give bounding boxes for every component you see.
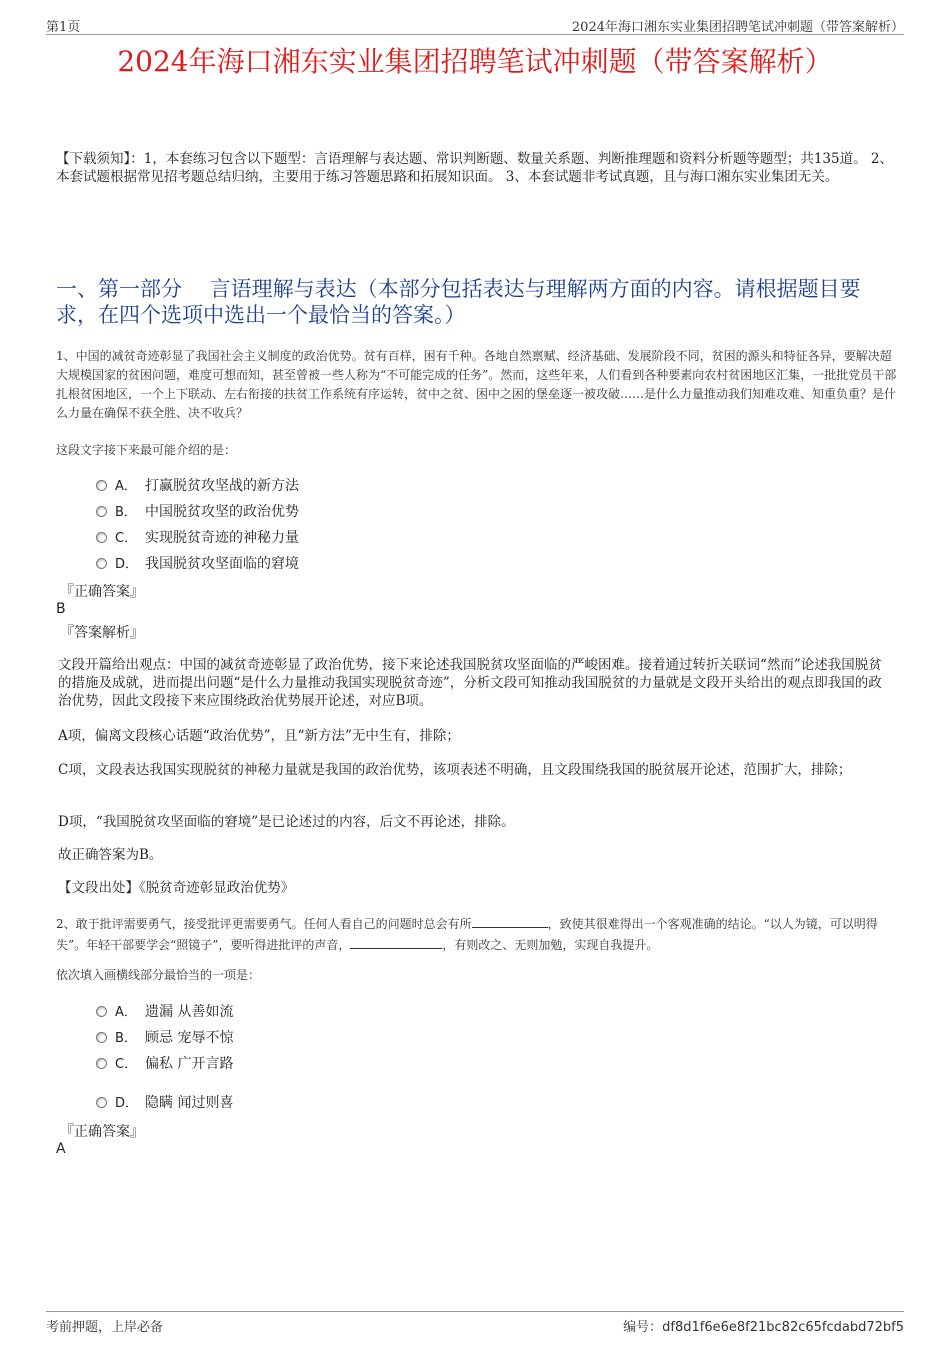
q1-options [96, 473, 299, 577]
q1-analysis-a: A项，偏离文段核心话题“政治优势”，且“新方法”无中生有，排除； [58, 728, 460, 744]
radio-icon[interactable] [96, 558, 107, 569]
q2-option-d[interactable]: D． 隐瞒 闻过则喜 [96, 1090, 233, 1116]
q2-blank-2 [350, 934, 442, 949]
q2-option-c[interactable]: C． 偏私 广开言路 [96, 1051, 233, 1077]
q2-prompt: 依次填入画横线部分最恰当的一项是： [56, 968, 261, 982]
download-notice: 【下载须知】：1，本套练习包含以下题型：言语理解与表达题、常识判断题、数量关系题、判断推理题和资料分析题等题型；共135道。 2、本套试题根据常见招考题总结归纳，主要用于练习答题思路和拓展知识面。 3、本套试题非考试真题，且与海口湘东实业集团无关。 [56, 151, 893, 185]
q1-stem: 1、中国的减贫奇迹彰显了我国社会主义制度的政治优势。贫有百样，困有千种。各地自然禀赋、经济基础、发展阶段不同，贫困的源头和特征各异，要解决超大规模国家的贫困问题，难度可想而知，甚至曾被一些人称为“不可能完成的任务”。然而，这些年来，人们看到各种要素向农村贫困地区汇集，一批批党员干部扎根贫困地区，一个上下联动、左右衔接的扶贫工作系统有序运转，贫中之贫、困中之困的堡垒逐一被攻破……是什么力量推动我们知难攻难、知重负重？是什么力量在确保不获全胜、决不收兵？ [56, 349, 897, 420]
radio-icon[interactable] [96, 1097, 107, 1108]
q1-analysis-main: 文段开篇给出观点：中国的减贫奇迹彰显了政治优势，接下来论述我国脱贫攻坚面临的严峻困难。接着通过转折关联词“然而”论述我国脱贫的措施及成就，进而提出问题“是什么力量推动我国实现脱贫奇迹”，分析文段可知推动我国脱贫的力量就是文段开头给出的观点即我国的政治优势，因此文段接下来应围绕政治优势展开论述，对应B项。 [58, 657, 882, 709]
q2-option-b[interactable]: B． 顾忌 宠辱不惊 [96, 1025, 233, 1051]
q2-stem: 2、敢于批评需要勇气，接受批评更需要勇气。任何人看自己的问题时总会有所 ，致使其很难得出一个客观准确的结论。“以人为镜，可以明得失”。年轻干部要学会“照镜子”，要听得进批评的声音， ，有则改之、无则加勉，实现自我提升。 [56, 913, 898, 955]
q2-answer-label: 『正确答案』 [60, 1124, 144, 1140]
section-heading: 一、第一部分 言语理解与表达（本部分包括表达与理解两方面的内容。请根据题目要求，在四个选项中选出一个最恰当的答案。） [56, 277, 861, 327]
q2-option-a[interactable]: A． 遗漏 从善如流 [96, 999, 233, 1025]
q2-blank-1 [472, 913, 548, 928]
footer-slogan: 考前押题，上岸必备 [46, 1320, 164, 1335]
q1-option-a[interactable]: A． 打赢脱贫攻坚战的新方法 [96, 473, 299, 499]
header-doc-title: 2024年海口湘东实业集团招聘笔试冲刺题（带答案解析） [571, 20, 904, 35]
q2-options [96, 999, 233, 1116]
footer-code: 编号：df8d1f6e6e8f21bc82c65fcdabd72bf5 [623, 1320, 904, 1335]
q1-answer-label: 『正确答案』 [60, 584, 144, 600]
q1-analysis-d: D项，“我国脱贫攻坚面临的窘境”是已论述过的内容，后文不再论述，排除。 [58, 814, 515, 830]
radio-icon[interactable] [96, 1032, 107, 1043]
q1-analysis-c: C项，文段表达我国实现脱贫的神秘力量就是我国的政治优势，该项表述不明确，且文段围绕我国的脱贫展开论述，范围扩大，排除； [58, 762, 852, 778]
q1-source: 【文段出处】《脱贫奇迹彰显政治优势》 [58, 880, 295, 896]
radio-icon[interactable] [96, 480, 107, 491]
q1-prompt: 这段文字接下来最可能介绍的是： [56, 443, 237, 457]
page-header [46, 14, 904, 35]
radio-icon[interactable] [96, 1058, 107, 1069]
radio-icon[interactable] [96, 506, 107, 517]
q1-analysis-label: 『答案解析』 [60, 625, 144, 641]
q2-answer: A [56, 1141, 66, 1157]
document-title: 2024年海口湘东实业集团招聘笔试冲刺题（带答案解析） [117, 45, 833, 78]
q1-option-c[interactable]: C． 实现脱贫奇迹的神秘力量 [96, 525, 299, 551]
q1-option-b[interactable]: B． 中国脱贫攻坚的政治优势 [96, 499, 299, 525]
page-footer [46, 1311, 904, 1338]
radio-icon[interactable] [96, 1006, 107, 1017]
q1-analysis-conclusion: 故正确答案为B。 [58, 847, 163, 863]
radio-icon[interactable] [96, 532, 107, 543]
q1-option-d[interactable]: D． 我国脱贫攻坚面临的窘境 [96, 551, 299, 577]
page-number: 第1页 [46, 20, 81, 35]
q1-answer: B [56, 601, 66, 617]
